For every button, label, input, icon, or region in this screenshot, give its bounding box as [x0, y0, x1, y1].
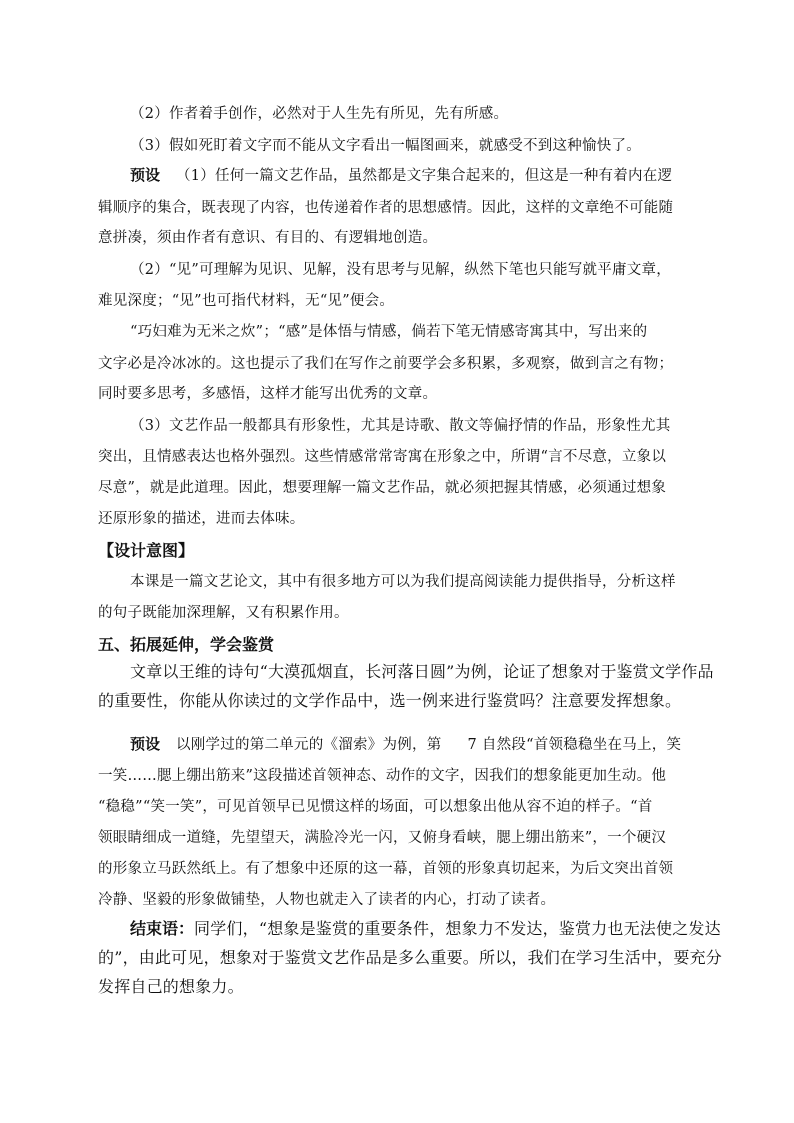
- preset-3-line-4: 还原形象的描述，进而去体味。: [98, 511, 305, 527]
- conclusion-line-1: [130, 916, 721, 939]
- section-5-line-1: 文章以王维的诗句“大漠孤烟直，长河落日圆”为例，论证了想象对于鉴赏文学作品: [130, 662, 714, 681]
- preset-2-line-4: 文字必是冷冰冰的。这也提示了我们在写作之前要学会多积累，多观察，做到言之有物；: [98, 356, 674, 372]
- preset-1-line-3: 意拼凑，须由作者有意识、有目的、有逻辑地创造。: [98, 230, 438, 246]
- preset-1-text: （1）任何一篇文艺作品，虽然都是文字集合起来的，但这是一种有着内在逻: [176, 168, 673, 184]
- preset-2-line-5: 同时要多思考，多感悟，这样才能写出优秀的文章。: [98, 386, 438, 402]
- conclusion-line-3: 发挥自己的想象力。: [98, 977, 244, 996]
- preset-4-line-1: [130, 733, 681, 754]
- preset-2-line-1: （2）“见”可理解为见识、见解，没有思考与见解，纵然下笔也只能写就平庸文章，: [130, 262, 672, 278]
- design-intent-heading: 【设计意图】: [98, 541, 195, 560]
- preset-label: 预设: [130, 735, 161, 753]
- preset-4-line-6: 冷静、坚毅的形象做铺垫，人物也就走入了读者的内心，打动了读者。: [98, 892, 556, 908]
- paragraph-item-2: （2）作者着手创作，必然对于人生先有所见，先有所感。: [130, 106, 509, 122]
- design-intent-line-2: 的句子既能加深理解，又有积累作用。: [98, 605, 349, 621]
- preset-2-line-2: 难见深度；“见”也可指代材料，无“见”便会。: [98, 293, 395, 309]
- conclusion-label: 结束语：: [130, 919, 195, 938]
- preset-4-line-4: 领眼睛细成一道缝，先望望天，满脸冷光一闪，又俯身看峡，腮上绷出筋来”，一个硬汉: [98, 830, 667, 846]
- preset-4-line-5: 的形象立马跃然纸上。有了想象中还原的这一幕，首领的形象真切起来，为后文突出首领: [98, 861, 674, 877]
- preset-3-line-2: 突出，且情感表达也格外强烈。这些情感常常寄寓在形象之中，所谓“言不尽意，立象以: [98, 449, 667, 465]
- preset-1-line-2: 辑顺序的集合，既表现了内容，也传递着作者的思想感情。因此，这样的文章绝不可能随: [98, 200, 674, 216]
- paragraph-item-3: （3）假如死盯着文字而不能从文字看出一幅图画来，就感受不到这种愉快了。: [130, 138, 641, 154]
- preset-4-line-3: “稳稳”“笑一笑”，可见首领早已见惯这样的场面，可以想象出他从容不迫的样子。“首: [98, 799, 653, 815]
- preset-4-line-2: 一笑……腮上绷出筋来”这段描述首领神态、动作的文字，因我们的想象能更加生动。他: [98, 768, 667, 784]
- preset-label: 预设: [130, 166, 161, 184]
- conclusion-line-2: 的”，由此可见，想象对于鉴赏文艺作品是多么重要。所以，我们在学习生活中，要充分: [98, 948, 722, 967]
- preset-4-text-a: 以刚学过的第二单元的《溜索》为例，第: [176, 737, 442, 753]
- conclusion-text-1: 同学们，“想象是鉴赏的重要条件，想象力不发达，鉴赏力也无法使之发达: [194, 919, 721, 938]
- preset-3-line-3: 尽意”，就是此道理。因此，想要理解一篇文艺作品，就必须把握其情感，必须通过想象: [98, 480, 667, 496]
- preset-1-line-1: [130, 164, 672, 185]
- preset-4-text-b: 7 自然段“首领稳稳坐在马上，笑: [467, 737, 682, 753]
- design-intent-line-1: 本课是一篇文艺论文，其中有很多地方可以为我们提高阅读能力提供指导，分析这样: [130, 574, 676, 590]
- preset-3-line-1: （3）文艺作品一般都具有形象性，尤其是诗歌、散文等偏抒情的作品，形象性尤其: [130, 418, 671, 434]
- section-5-line-2: 的重要性，你能从你读过的文学作品中，选一例来进行鉴赏吗？注意要发挥想象。: [98, 691, 682, 710]
- preset-2-line-3: “巧妇难为无米之炊”；“感”是体悟与情感，倘若下笔无情感寄寓其中，写出来的: [130, 324, 648, 340]
- section-5-heading: 五、拓展延伸，学会鉴赏: [98, 635, 275, 654]
